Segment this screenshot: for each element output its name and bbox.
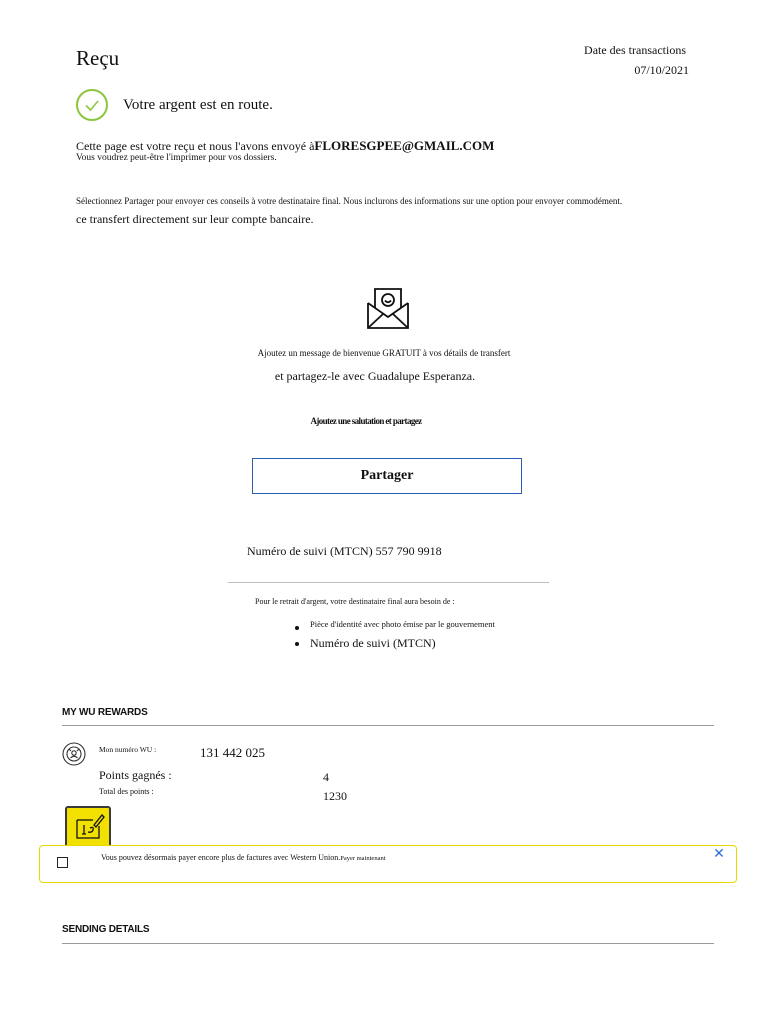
bill-pay-icon xyxy=(74,811,106,841)
tracking-number: Numéro de suivi (MTCN) 557 790 9918 xyxy=(247,544,442,558)
email-prefix: Cette page est votre reçu et nous l'avons envoyé à xyxy=(76,139,315,153)
bill-pay-banner xyxy=(39,845,737,883)
page-title: Reçu xyxy=(76,46,120,70)
pay-now-link[interactable]: Payer maintenant xyxy=(340,855,386,862)
recipient-email: FLORESGPEE@GMAIL.COM xyxy=(314,138,495,153)
banner-checkbox[interactable] xyxy=(57,857,68,868)
requirement-item: Pièce d'identité avec photo émise par le gouvernement xyxy=(310,619,495,629)
email-sent-line xyxy=(76,138,494,154)
divider xyxy=(62,725,714,726)
rewards-badge-icon xyxy=(62,742,86,766)
share-instruction-line-1: Sélectionnez Partager pour envoyer ces conseils à votre destinataire final. Nous inclurons des informations sur une option pour envoyer commodément. xyxy=(76,196,623,206)
rewards-section-header: MY WU REWARDS xyxy=(62,707,148,718)
bullet-icon xyxy=(295,626,299,630)
divider xyxy=(62,943,714,944)
points-total-value: 1230 xyxy=(323,789,347,803)
check-icon xyxy=(76,89,108,121)
sending-details-header: SENDING DETAILS xyxy=(62,924,150,935)
banner-message xyxy=(101,853,386,862)
add-greeting-link[interactable]: Ajoutez une salutation et partagez xyxy=(310,416,422,426)
print-note: Vous voudrez peut-être l'imprimer pour vos dossiers. xyxy=(76,153,277,163)
welcome-message-hint: Ajoutez un message de bienvenue GRATUIT à vos détails de transfert xyxy=(257,348,511,358)
requirement-item: Numéro de suivi (MTCN) xyxy=(310,636,436,650)
pickup-requirements-intro: Pour le retrait d'argent, votre destinataire final aura besoin de : xyxy=(255,597,455,606)
share-button[interactable]: Partager xyxy=(252,458,522,494)
close-icon[interactable]: ✕ xyxy=(713,847,725,862)
banner-text: Vous pouvez désormais payer encore plus de factures avec Western Union. xyxy=(101,853,341,862)
points-earned-value: 4 xyxy=(323,770,329,784)
bullet-icon xyxy=(295,642,299,646)
wu-number-value: 131 442 025 xyxy=(200,745,265,760)
transaction-date-value: 07/10/2021 xyxy=(634,63,689,77)
envelope-icon xyxy=(365,285,411,331)
points-total-label: Total des points : xyxy=(99,787,154,796)
share-instruction-line-2: ce transfert directement sur leur compte bancaire. xyxy=(76,212,314,226)
points-earned-label: Points gagnés : xyxy=(99,768,172,782)
divider xyxy=(228,582,549,583)
wu-number-label: Mon numéro WU : xyxy=(99,745,157,754)
welcome-share-recipient: et partagez-le avec Guadalupe Esperanza. xyxy=(274,369,476,383)
transaction-date-label: Date des transactions xyxy=(584,43,686,57)
status-message: Votre argent est en route. xyxy=(123,97,273,113)
